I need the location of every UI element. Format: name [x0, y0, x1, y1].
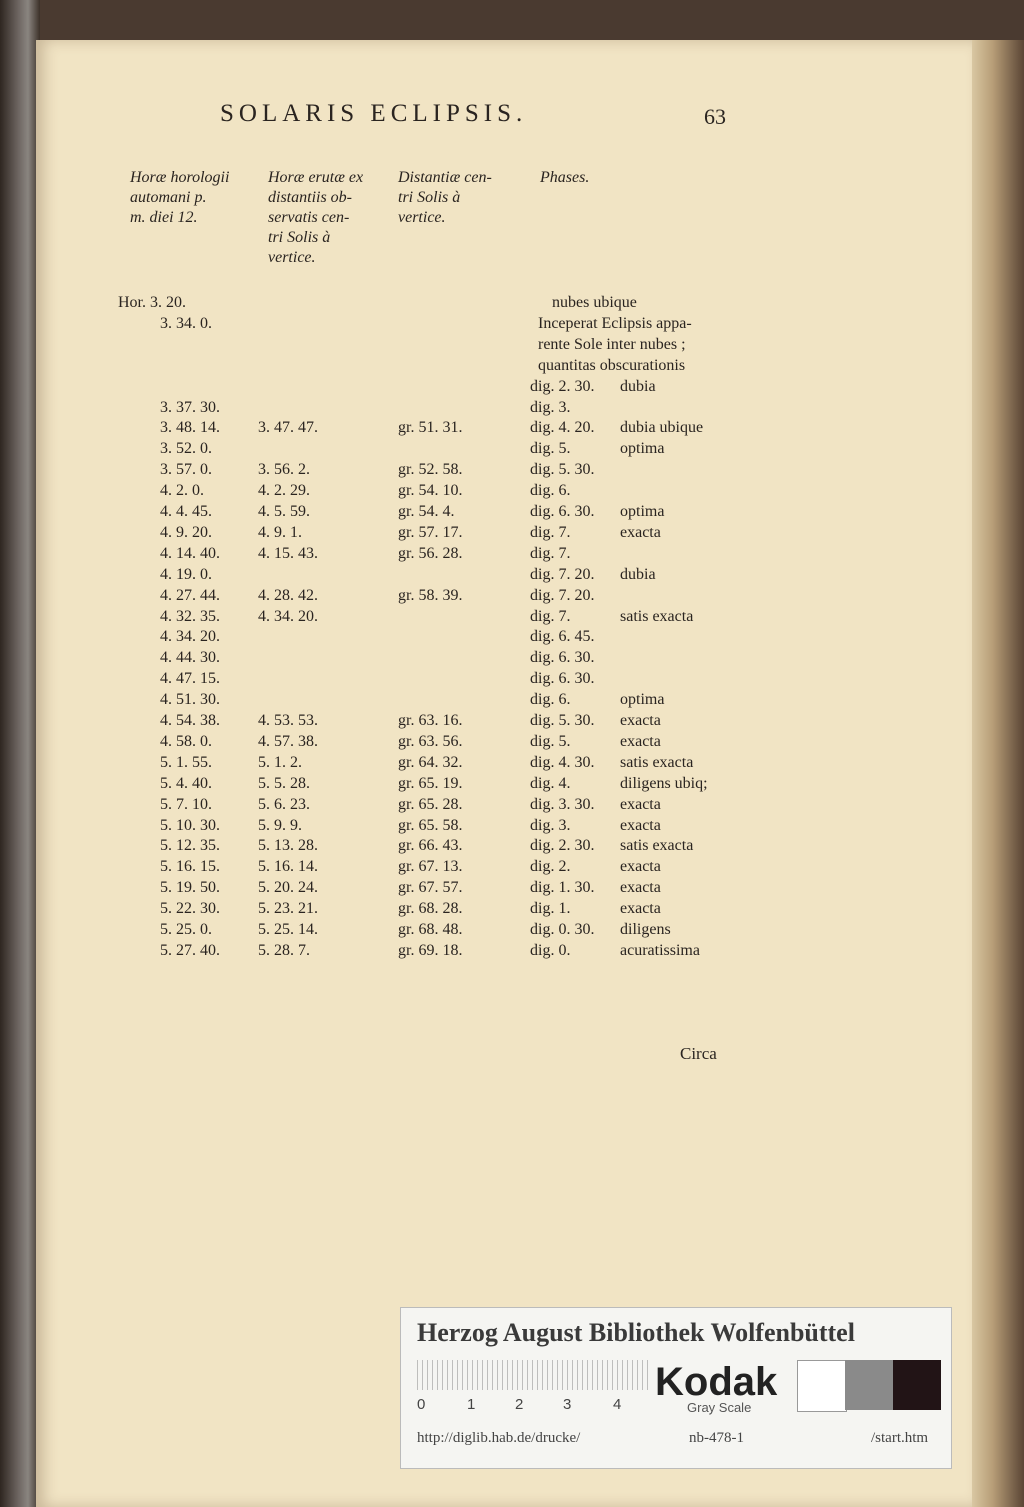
clock-hour-cell: 5. 12. 35.: [160, 837, 220, 854]
derived-hour-cell: 5. 1. 2.: [258, 754, 302, 771]
phase-digit-cell: dig. 6. 30.: [530, 649, 595, 666]
clock-hour-cell: 5. 19. 50.: [160, 879, 220, 896]
clock-hour-cell: 3. 48. 14.: [160, 419, 220, 436]
distance-cell: gr. 65. 58.: [398, 817, 463, 834]
table-row: [0, 315, 960, 335]
swatch-white: [797, 1360, 847, 1412]
swatch-gray: [845, 1360, 893, 1410]
distance-cell: gr. 65. 28.: [398, 796, 463, 813]
phase-digit-cell: dig. 5. 30.: [530, 712, 595, 729]
distance-cell: gr. 58. 39.: [398, 587, 463, 604]
clock-hour-cell: 4. 44. 30.: [160, 649, 220, 666]
distance-cell: gr. 51. 31.: [398, 419, 463, 436]
clock-hour-cell: Hor. 3. 20.: [118, 294, 186, 311]
distance-cell: gr. 65. 19.: [398, 775, 463, 792]
table-row: [0, 733, 960, 753]
clock-hour-cell: 3. 57. 0.: [160, 461, 212, 478]
distance-cell: gr. 64. 32.: [398, 754, 463, 771]
phase-digit-cell: dig. 1.: [530, 900, 571, 917]
distance-cell: gr. 63. 16.: [398, 712, 463, 729]
phase-quality-cell: optima: [620, 503, 665, 520]
phase-quality-cell: acuratissima: [620, 942, 700, 959]
clock-hour-cell: 4. 51. 30.: [160, 691, 220, 708]
phase-quality-cell: diligens: [620, 921, 671, 938]
derived-hour-cell: 5. 5. 28.: [258, 775, 310, 792]
clock-hour-cell: 4. 19. 0.: [160, 566, 212, 583]
derived-hour-cell: 3. 47. 47.: [258, 419, 318, 436]
table-row: [0, 566, 960, 586]
derived-hour-cell: 5. 13. 28.: [258, 837, 318, 854]
derived-hour-cell: 5. 20. 24.: [258, 879, 318, 896]
distance-cell: gr. 54. 4.: [398, 503, 455, 520]
distance-cell: gr. 63. 56.: [398, 733, 463, 750]
table-row: [0, 670, 960, 690]
kodak-brand: Kodak: [655, 1360, 778, 1404]
table-row: [0, 900, 960, 920]
phase-quality-cell: optima: [620, 440, 665, 457]
phase-digit-cell: dig. 7.: [530, 608, 571, 625]
scale-tick: 1: [467, 1396, 476, 1413]
clock-hour-cell: 4. 27. 44.: [160, 587, 220, 604]
derived-hour-cell: 4. 5. 59.: [258, 503, 310, 520]
phase-digit-cell: dig. 5.: [530, 733, 571, 750]
phase-digit-cell: dig. 6. 30.: [530, 670, 595, 687]
derived-hour-cell: 4. 53. 53.: [258, 712, 318, 729]
scale-tick: 3: [563, 1396, 572, 1413]
distance-cell: gr. 56. 28.: [398, 545, 463, 562]
table-row: [0, 336, 960, 356]
clock-hour-cell: 4. 34. 20.: [160, 628, 220, 645]
table-row: [0, 858, 960, 878]
table-row: [0, 503, 960, 523]
phase-digit-cell: dig. 4.: [530, 775, 571, 792]
derived-hour-cell: 4. 9. 1.: [258, 524, 302, 541]
phase-digit-cell: dig. 6. 30.: [530, 503, 595, 520]
table-row: [0, 879, 960, 899]
phase-quality-cell: dubia ubique: [620, 419, 704, 436]
distance-cell: gr. 67. 13.: [398, 858, 463, 875]
table-row: [0, 419, 960, 439]
distance-cell: gr. 57. 17.: [398, 524, 463, 541]
table-row: [0, 837, 960, 857]
clock-hour-cell: 4. 2. 0.: [160, 482, 204, 499]
column-header-derived-hours: Horæ erutæ ex distantiis ob- servatis cen- tri Solis à vertice.: [268, 169, 364, 266]
clock-hour-cell: 5. 4. 40.: [160, 775, 212, 792]
clock-hour-cell: 5. 16. 15.: [160, 858, 220, 875]
table-row: [0, 440, 960, 460]
clock-hour-cell: 5. 27. 40.: [160, 942, 220, 959]
column-header-phases: Phases.: [540, 169, 590, 186]
phase-digit-cell: dig. 7.: [530, 524, 571, 541]
derived-hour-cell: 5. 23. 21.: [258, 900, 318, 917]
phase-digit-cell: dig. 5. 30.: [530, 461, 595, 478]
phase-digit-cell: dig. 6.: [530, 482, 571, 499]
phase-digit-cell: dig. 2. 30.: [530, 837, 595, 854]
table-row: [0, 545, 960, 565]
table-row: [0, 461, 960, 481]
clock-hour-cell: 4. 14. 40.: [160, 545, 220, 562]
phase-quality-cell: satis exacta: [620, 837, 694, 854]
phase-digit-cell: dig. 3. 30.: [530, 796, 595, 813]
table-row: [0, 775, 960, 795]
scale-tick: 2: [515, 1396, 524, 1413]
phase-note-cell: Inceperat Eclipsis appa-: [538, 315, 692, 332]
table-row: [0, 796, 960, 816]
derived-hour-cell: 5. 28. 7.: [258, 942, 310, 959]
phase-quality-cell: diligens ubiq;: [620, 775, 708, 792]
distance-cell: gr. 69. 18.: [398, 942, 463, 959]
table-row: [0, 608, 960, 628]
phase-quality-cell: exacta: [620, 712, 661, 729]
page-number: 63: [704, 104, 726, 129]
table-row: [0, 524, 960, 544]
phase-digit-cell: dig. 4. 20.: [530, 419, 595, 436]
clock-hour-cell: 5. 25. 0.: [160, 921, 212, 938]
clock-hour-cell: 4. 4. 45.: [160, 503, 212, 520]
phase-quality-cell: exacta: [620, 733, 661, 750]
clock-hour-cell: 4. 32. 35.: [160, 608, 220, 625]
phase-digit-cell: dig. 3.: [530, 399, 571, 416]
derived-hour-cell: 4. 28. 42.: [258, 587, 318, 604]
clock-hour-cell: 3. 37. 30.: [160, 399, 220, 416]
phase-quality-cell: dubia: [620, 566, 656, 583]
column-header-distances: Distantiæ cen- tri Solis à vertice.: [398, 169, 492, 226]
phase-digit-cell: dig. 0.: [530, 942, 571, 959]
phase-digit-cell: dig. 4. 30.: [530, 754, 595, 771]
table-row: [0, 921, 960, 941]
clock-hour-cell: 3. 52. 0.: [160, 440, 212, 457]
swatch-black: [893, 1360, 941, 1410]
phase-digit-cell: dig. 3.: [530, 817, 571, 834]
clock-hour-cell: 4. 9. 20.: [160, 524, 212, 541]
table-row: [0, 754, 960, 774]
phase-note-cell: nubes ubique: [552, 294, 637, 311]
derived-hour-cell: 5. 25. 14.: [258, 921, 318, 938]
phase-digit-cell: dig. 7. 20.: [530, 587, 595, 604]
scale-ruler: [417, 1360, 649, 1390]
clock-hour-cell: 5. 7. 10.: [160, 796, 212, 813]
phase-digit-cell: dig. 2.: [530, 858, 571, 875]
phase-digit-cell: dig. 5.: [530, 440, 571, 457]
clock-hour-cell: 4. 54. 38.: [160, 712, 220, 729]
table-row: [0, 628, 960, 648]
phase-digit-cell: dig. 6.: [530, 691, 571, 708]
table-row: [0, 399, 960, 419]
phase-digit-cell: dig. 2. 30.: [530, 378, 595, 395]
derived-hour-cell: 5. 9. 9.: [258, 817, 302, 834]
distance-cell: gr. 68. 48.: [398, 921, 463, 938]
library-color-card: [400, 1307, 952, 1469]
clock-hour-cell: 4. 58. 0.: [160, 733, 212, 750]
clock-hour-cell: 4. 47. 15.: [160, 670, 220, 687]
column-header-clock-hours: Horæ horologii automani p. m. diei 12.: [130, 169, 230, 226]
table-row: [0, 942, 960, 962]
table-row: [0, 649, 960, 669]
running-head: SOLARIS ECLIPSIS.: [220, 100, 528, 127]
phase-digit-cell: dig. 7.: [530, 545, 571, 562]
scale-tick: 4: [613, 1396, 622, 1413]
phase-quality-cell: satis exacta: [620, 608, 694, 625]
phase-quality-cell: dubia: [620, 378, 656, 395]
phase-quality-cell: satis exacta: [620, 754, 694, 771]
phase-quality-cell: optima: [620, 691, 665, 708]
derived-hour-cell: 4. 2. 29.: [258, 482, 310, 499]
gray-scale-label: Gray Scale: [687, 1400, 752, 1415]
phase-note-cell: rente Sole inter nubes ;: [538, 336, 686, 353]
table-row: [0, 357, 960, 377]
phase-quality-cell: exacta: [620, 900, 661, 917]
distance-cell: gr. 67. 57.: [398, 879, 463, 896]
distance-cell: gr. 52. 58.: [398, 461, 463, 478]
phase-digit-cell: dig. 6. 45.: [530, 628, 595, 645]
phase-quality-cell: exacta: [620, 796, 661, 813]
derived-hour-cell: 4. 34. 20.: [258, 608, 318, 625]
phase-quality-cell: exacta: [620, 817, 661, 834]
derived-hour-cell: 4. 15. 43.: [258, 545, 318, 562]
source-url: http://diglib.hab.de/drucke/: [417, 1430, 581, 1446]
shelfmark: nb-478-1: [689, 1430, 744, 1446]
phase-digit-cell: dig. 0. 30.: [530, 921, 595, 938]
clock-hour-cell: 5. 1. 55.: [160, 754, 212, 771]
derived-hour-cell: 3. 56. 2.: [258, 461, 310, 478]
phase-quality-cell: exacta: [620, 858, 661, 875]
table-row: [0, 587, 960, 607]
table-row: [0, 482, 960, 502]
derived-hour-cell: 5. 6. 23.: [258, 796, 310, 813]
library-name: Herzog August Bibliothek Wolfenbüttel: [417, 1318, 855, 1347]
clock-hour-cell: 3. 34. 0.: [160, 315, 212, 332]
table-row: [0, 378, 960, 398]
table-row: [0, 294, 960, 314]
distance-cell: gr. 66. 43.: [398, 837, 463, 854]
clock-hour-cell: 5. 22. 30.: [160, 900, 220, 917]
distance-cell: gr. 54. 10.: [398, 482, 463, 499]
start-link: /start.htm: [871, 1430, 929, 1446]
derived-hour-cell: 4. 57. 38.: [258, 733, 318, 750]
table-row: [0, 817, 960, 837]
phase-digit-cell: dig. 7. 20.: [530, 566, 595, 583]
phase-note-cell: quantitas obscurationis: [538, 357, 686, 374]
scale-tick: 0: [417, 1396, 426, 1413]
page-edge: [972, 40, 1024, 1507]
clock-hour-cell: 5. 10. 30.: [160, 817, 220, 834]
catchword: Circa: [680, 1044, 717, 1063]
table-row: [0, 712, 960, 732]
derived-hour-cell: 5. 16. 14.: [258, 858, 318, 875]
table-row: [0, 691, 960, 711]
phase-quality-cell: exacta: [620, 524, 661, 541]
distance-cell: gr. 68. 28.: [398, 900, 463, 917]
phase-quality-cell: exacta: [620, 879, 661, 896]
phase-digit-cell: dig. 1. 30.: [530, 879, 595, 896]
